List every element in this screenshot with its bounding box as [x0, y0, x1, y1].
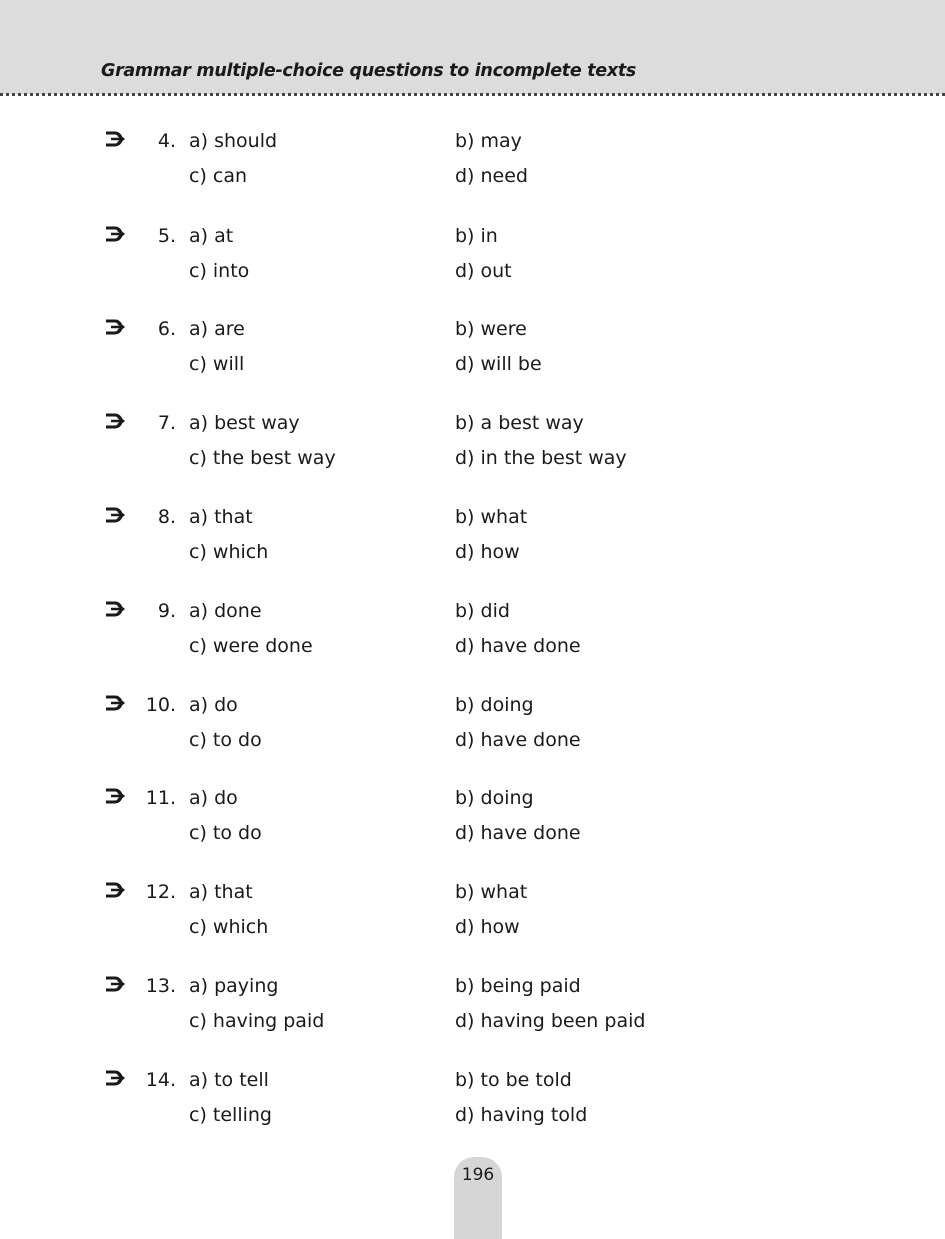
option-b: b) a best way: [455, 412, 584, 434]
question-number: 9.: [157, 600, 176, 622]
option-b: b) did: [455, 600, 510, 622]
question-number: 10.: [145, 694, 176, 716]
question-number: 14.: [145, 1069, 176, 1091]
question-item: [0, 412, 945, 488]
page-title: Grammar multiple-choice questions to incomplete texts: [101, 61, 637, 81]
page-number: 196: [461, 1165, 495, 1185]
option-a: a) at: [189, 225, 234, 247]
question-item: [0, 130, 945, 206]
arrow-bullet-icon: [104, 692, 126, 714]
option-b: b) to be told: [455, 1069, 572, 1091]
arrow-bullet-icon: [104, 1067, 126, 1089]
option-b: b) what: [455, 881, 528, 903]
option-b: b) in: [455, 225, 498, 247]
option-c: c) into: [189, 260, 250, 282]
option-d: d) how: [455, 541, 520, 563]
option-d: d) out: [455, 260, 512, 282]
option-d: d) have done: [455, 822, 581, 844]
option-d: d) need: [455, 165, 528, 187]
question-number: 7.: [157, 412, 176, 434]
option-c: c) which: [189, 916, 269, 938]
option-c: c) will: [189, 353, 245, 375]
option-a: a) are: [189, 318, 245, 340]
option-d: d) having been paid: [455, 1010, 646, 1032]
option-c: c) can: [189, 165, 248, 187]
question-item: [0, 787, 945, 863]
option-d: d) how: [455, 916, 520, 938]
option-d: d) have done: [455, 635, 581, 657]
option-a: a) that: [189, 506, 253, 528]
option-d: d) have done: [455, 729, 581, 751]
question-item: [0, 694, 945, 770]
question-item: [0, 318, 945, 394]
question-item: [0, 881, 945, 957]
question-number: 4.: [157, 130, 176, 152]
option-c: c) to do: [189, 729, 262, 751]
arrow-bullet-icon: [104, 223, 126, 245]
option-b: b) being paid: [455, 975, 581, 997]
option-d: d) in the best way: [455, 447, 627, 469]
option-a: a) should: [189, 130, 278, 152]
arrow-bullet-icon: [104, 128, 126, 150]
arrow-bullet-icon: [104, 785, 126, 807]
arrow-bullet-icon: [104, 316, 126, 338]
option-d: d) will be: [455, 353, 542, 375]
option-a: a) do: [189, 787, 238, 809]
question-number: 5.: [157, 225, 176, 247]
option-b: b) may: [455, 130, 522, 152]
option-c: c) to do: [189, 822, 262, 844]
question-number: 8.: [157, 506, 176, 528]
option-a: a) best way: [189, 412, 300, 434]
option-b: b) what: [455, 506, 528, 528]
arrow-bullet-icon: [104, 879, 126, 901]
page-number-tab: [454, 1157, 502, 1239]
arrow-bullet-icon: [104, 410, 126, 432]
option-d: d) having told: [455, 1104, 588, 1126]
question-number: 13.: [145, 975, 176, 997]
question-number: 6.: [157, 318, 176, 340]
option-b: b) doing: [455, 694, 534, 716]
question-item: [0, 506, 945, 582]
option-a: a) done: [189, 600, 262, 622]
question-number: 12.: [145, 881, 176, 903]
question-item: [0, 1069, 945, 1145]
option-b: b) were: [455, 318, 527, 340]
question-number: 11.: [145, 787, 176, 809]
arrow-bullet-icon: [104, 973, 126, 995]
arrow-bullet-icon: [104, 598, 126, 620]
option-c: c) which: [189, 541, 269, 563]
question-item: [0, 975, 945, 1051]
arrow-bullet-icon: [104, 504, 126, 526]
option-c: c) the best way: [189, 447, 336, 469]
option-a: a) do: [189, 694, 238, 716]
question-item: [0, 600, 945, 676]
question-item: [0, 225, 945, 301]
option-a: a) to tell: [189, 1069, 269, 1091]
option-a: a) that: [189, 881, 253, 903]
option-c: c) were done: [189, 635, 313, 657]
option-b: b) doing: [455, 787, 534, 809]
option-c: c) having paid: [189, 1010, 325, 1032]
option-c: c) telling: [189, 1104, 272, 1126]
option-a: a) paying: [189, 975, 279, 997]
